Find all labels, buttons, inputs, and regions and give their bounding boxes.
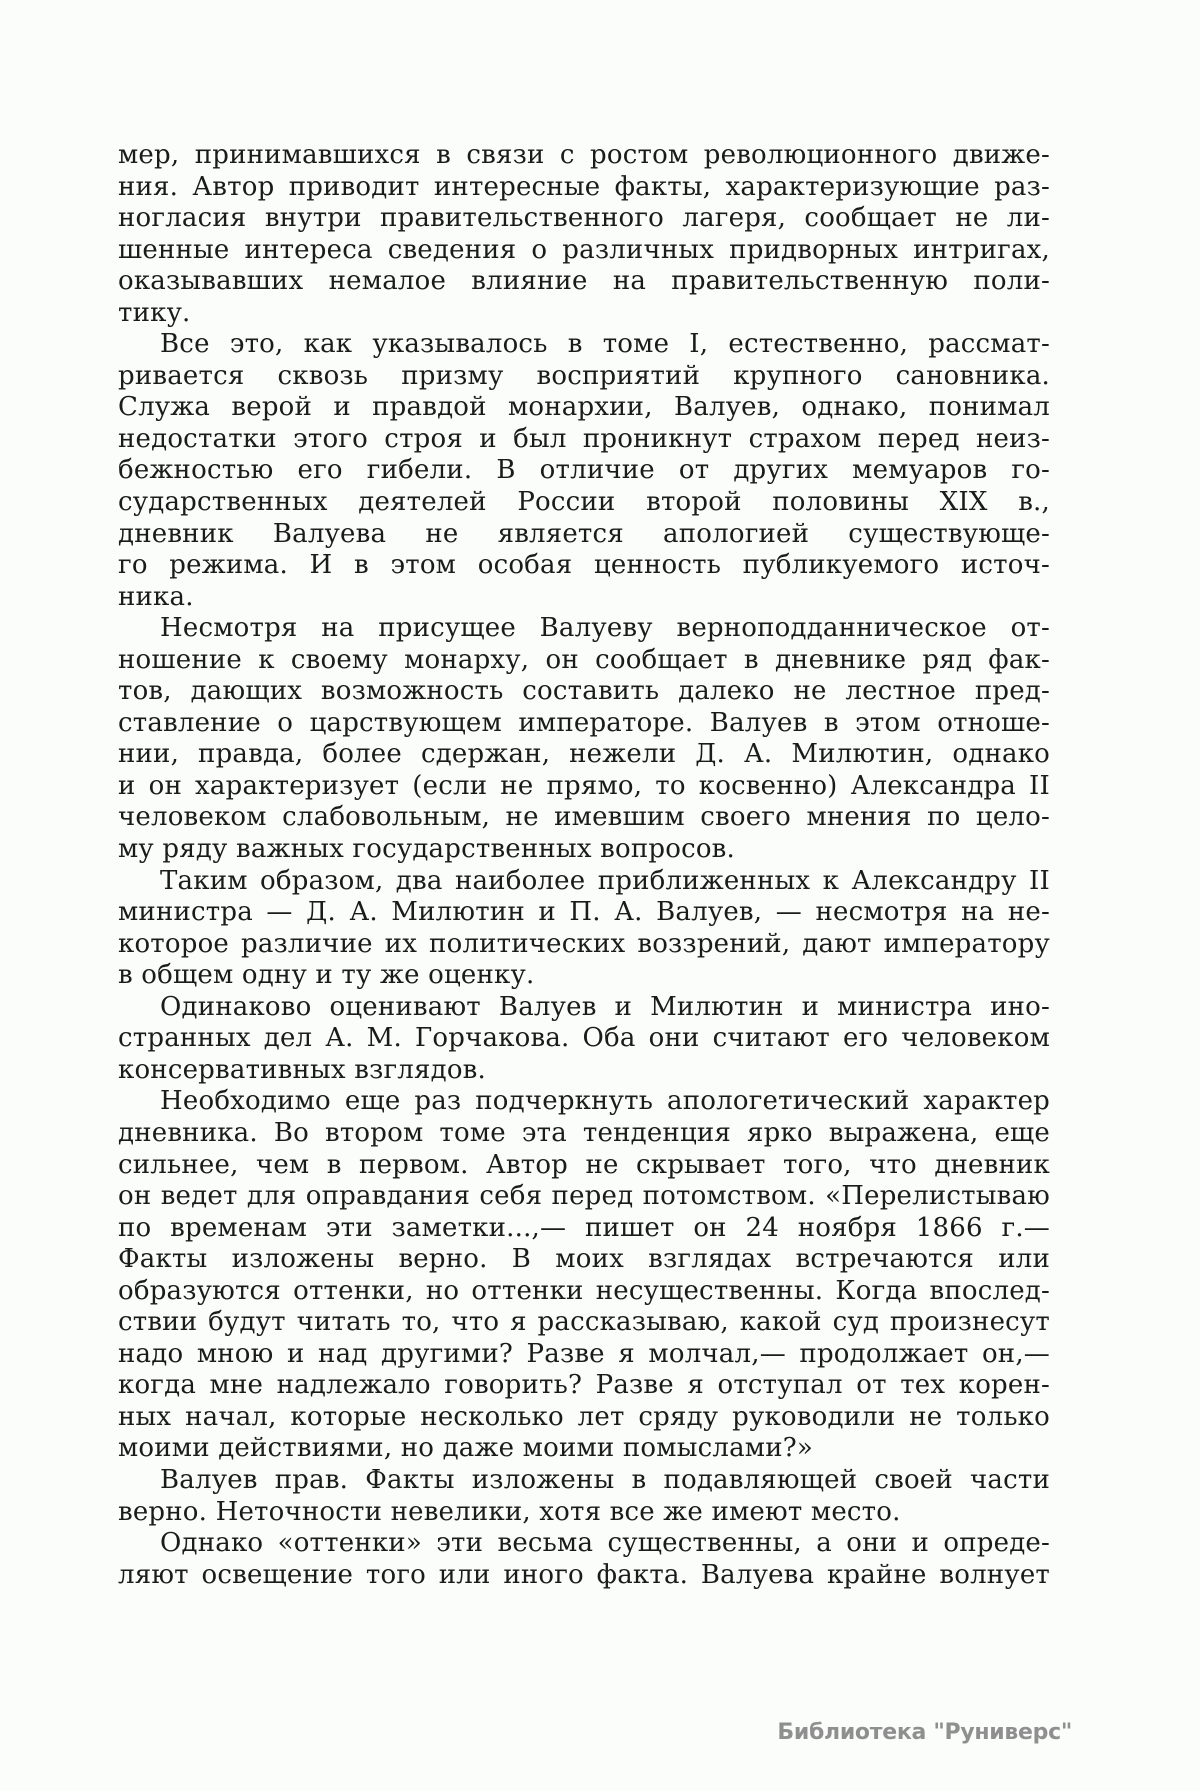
text-line: Несмотря на присущее Валуеву верноподданническое от-	[160, 613, 1050, 644]
text-line: Все это, как указывалось в томе I, естественно, рассмат-	[160, 329, 1050, 360]
text-line: верно. Неточности невелики, хотя все же имеют место.	[118, 1496, 901, 1527]
text-line: тику.	[118, 297, 191, 328]
watermark: Библиотека "Руниверс"	[777, 1720, 1072, 1745]
text-line: бежностью его гибели. В отличие от других мемуаров го-	[118, 455, 1050, 486]
text-line: дневник Валуева не является апологией существующе-	[118, 518, 1050, 549]
text-line: оказывавших немалое влияние на правительственную поли-	[118, 266, 1050, 297]
text-line: министра — Д. А. Милютин и П. А. Валуев, — несмотря на не-	[118, 897, 1050, 928]
text-line: сударственных деятелей России второй половины XIX в.,	[118, 487, 1050, 518]
text-line: и он характеризует (если не прямо, то косвенно) Александра II	[118, 770, 1050, 801]
text-line: Факты изложены верно. В моих взглядах встречаются или	[118, 1244, 1050, 1275]
text-line: консервативных взглядов.	[118, 1054, 486, 1085]
text-line: Таким образом, два наиболее приближенных к Александру II	[160, 865, 1050, 896]
text-line: тов, дающих возможность составить далеко не лестное пред-	[118, 676, 1050, 707]
text-line: шенные интереса сведения о различных придворных интригах,	[118, 234, 1050, 265]
text-line: ляют освещение того или иного факта. Валуева крайне волнует	[118, 1559, 1050, 1590]
text-line: надо мною и над другими? Разве я молчал,— продолжает он,—	[118, 1338, 1050, 1369]
text-line: Одинаково оценивают Валуев и Милютин и министра ино-	[160, 991, 1050, 1022]
text-line: человеком слабовольным, не имевшим своего мнения по цело-	[118, 802, 1050, 833]
text-line: му ряду важных государственных вопросов.	[118, 834, 735, 865]
text-line: по временам эти заметки...,— пишет он 24 ноября 1866 г.—	[118, 1212, 1050, 1243]
text-line: ния. Автор приводит интересные факты, характеризующие раз-	[118, 171, 1050, 202]
text-line: ношение к своему монарху, он сообщает в дневнике ряд фак-	[118, 644, 1050, 675]
text-line: ствии будут читать то, что я рассказываю, какой суд произнесут	[118, 1307, 1050, 1338]
text-line: моими действиями, но даже моими помыслами?»	[118, 1433, 813, 1464]
text-line: ных начал, которые несколько лет сряду руководили не только	[118, 1401, 1050, 1432]
text-line: странных дел А. М. Горчакова. Оба они считают его человеком	[118, 1023, 1050, 1054]
text-line: Однако «оттенки» эти весьма существенны, а они и опреде-	[160, 1528, 1050, 1559]
text-line: ставление о царствующем императоре. Валуев в этом отноше-	[118, 707, 1050, 738]
text-line: мер, принимавшихся в связи с ростом революционного движе-	[118, 140, 1050, 170]
text-line: недостатки этого строя и был проникнут страхом перед неиз-	[118, 423, 1050, 454]
page-text-block	[118, 140, 1050, 1591]
text-line: Необходимо еще раз подчеркнуть апологетический характер	[160, 1086, 1050, 1117]
text-line: сильнее, чем в первом. Автор не скрывает того, что дневник	[118, 1149, 1050, 1180]
text-line: дневника. Во втором томе эта тенденция ярко выражена, еще	[118, 1117, 1050, 1148]
text-line: ногласия внутри правительственного лагеря, сообщает не ли-	[118, 203, 1050, 234]
text-line: когда мне надлежало говорить? Разве я отступал от тех корен-	[118, 1370, 1050, 1401]
text-line: он ведет для оправдания себя перед потомством. «Перелистываю	[118, 1181, 1050, 1212]
text-line: нии, правда, более сдержан, нежели Д. А. Милютин, однако	[118, 739, 1050, 770]
text-line: в общем одну и ту же оценку.	[118, 960, 535, 991]
text-line: образуются оттенки, но оттенки несущественны. Когда впослед-	[118, 1275, 1050, 1306]
text-line: го режима. И в этом особая ценность публикуемого источ-	[118, 550, 1050, 581]
text-line: Валуев прав. Факты изложены в подавляющей своей части	[160, 1464, 1050, 1495]
text-line: которое различие их политических воззрений, дают императору	[118, 928, 1050, 959]
text-line: ривается сквозь призму восприятий крупного сановника.	[118, 360, 1050, 391]
text-line: ника.	[118, 581, 194, 612]
text-line: Служа верой и правдой монархии, Валуев, однако, понимал	[118, 392, 1050, 423]
